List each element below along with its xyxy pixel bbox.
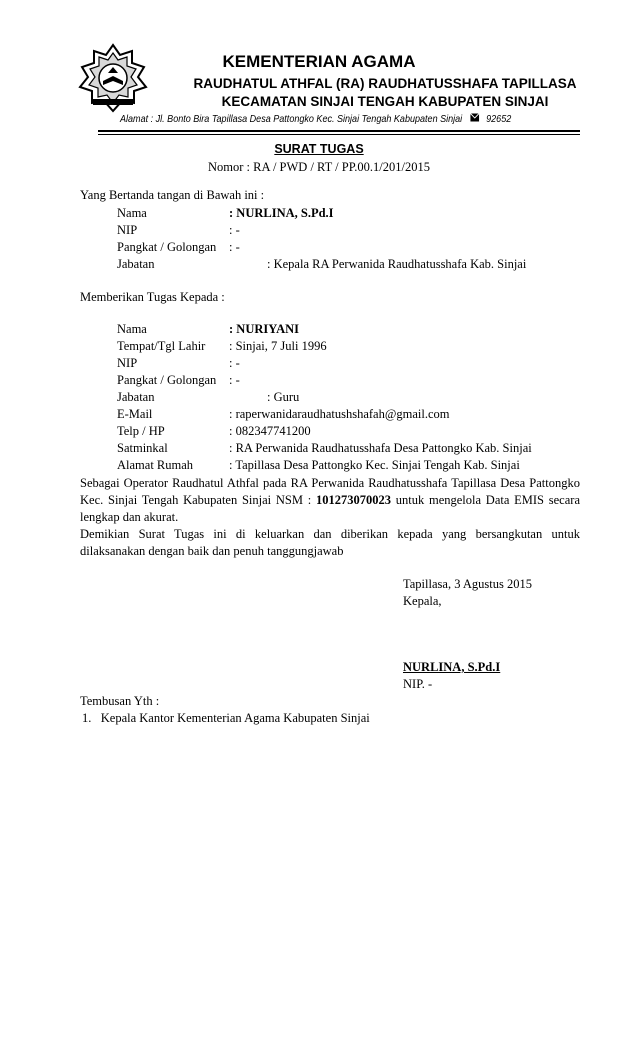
ministry-name: KEMENTERIAN AGAMA [222, 52, 416, 71]
assignment-paragraph [80, 475, 580, 526]
signer-nama-label: Nama [117, 206, 147, 220]
assignee-pangkat-value: : - [229, 373, 240, 387]
place-date: Tapillasa, 3 Agustus 2015 [403, 577, 532, 591]
assignee-nama-label: Nama [117, 322, 147, 336]
signer-nip-value: : - [229, 223, 240, 237]
assignee-ttl-label: Tempat/Tgl Lahir [117, 339, 206, 353]
letterhead-divider-thin [98, 134, 580, 135]
assignee-intro: Memberikan Tugas Kepada : [80, 290, 225, 304]
assignee-jabatan-label: Jabatan [117, 390, 155, 404]
assignee-pangkat-label: Pangkat / Golongan [117, 373, 217, 387]
district-name: KECAMATAN SINJAI TENGAH KABUPATEN SINJAI [221, 94, 549, 109]
envelope-icon [470, 113, 479, 125]
assignee-alamat-label: Alamat Rumah [117, 458, 194, 472]
assignee-nama-value: : NURIYANI [229, 322, 300, 336]
school-name: RAUDHATUL ATHFAL (RA) RAUDHATUSSHAFA TAPILLASA [193, 76, 577, 91]
assignee-telp-value: : 082347741200 [229, 424, 311, 438]
assignee-jabatan-value: : Guru [267, 390, 300, 404]
signer-jabatan-value: : Kepala RA Perwanida Raudhatusshafa Kab. Sinjai [267, 257, 527, 271]
school-address: Alamat : Jl. Bonto Bira Tapillasa Desa Pattongko Kec. Sinjai Tengah Kabupaten Sinjai [120, 113, 463, 125]
tembusan-heading: Tembusan Yth : [80, 694, 160, 708]
assignment-text-end: untuk mengelola Data EMIS secara lengkap dan akurat. [80, 493, 580, 524]
assignment-text-start: Sebagai Operator Raudhatul Athfal pada RA Perwanida Raudhatusshafa Tapillasa Desa Pattongko Kec. Sinjai Tengah Kabupaten Sinjai NSM : [80, 476, 580, 507]
assignee-email-value: : raperwanidaraudhatushshafah@gmail.com [229, 407, 450, 421]
signer-nama-value: : NURLINA, S.Pd.I [229, 206, 334, 220]
document-number: Nomor : RA / PWD / RT / PP.00.1/201/2015 [208, 160, 430, 174]
letterhead-divider-thick [98, 130, 580, 132]
assignee-telp-label: Telp / HP [117, 424, 165, 438]
signer-jabatan-label: Jabatan [117, 257, 155, 271]
signature-nip: NIP. - [403, 677, 433, 691]
signature-name: NURLINA, S.Pd.I [403, 660, 501, 674]
nsm-number: 101273070023 [315, 493, 391, 507]
postal-code: 92652 [486, 113, 512, 125]
signer-pangkat-label: Pangkat / Golongan [117, 240, 217, 254]
assignee-email-label: E-Mail [117, 407, 153, 421]
signer-nip-label: NIP [117, 223, 138, 237]
assignee-ttl-value: : Sinjai, 7 Juli 1996 [229, 339, 327, 353]
document-title: SURAT TUGAS [274, 142, 364, 156]
assignee-satminkal-value: : RA Perwanida Raudhatusshafa Desa Pattongko Kab. Sinjai [229, 441, 532, 455]
assignee-nip-label: NIP [117, 356, 138, 370]
assignee-nip-value: : - [229, 356, 240, 370]
tembusan-item: 1. Kepala Kantor Kementerian Agama Kabupaten Sinjai [82, 711, 370, 725]
signer-position: Kepala, [403, 594, 442, 608]
assignee-satminkal-label: Satminkal [117, 441, 168, 455]
school-address-line [120, 113, 511, 125]
assignee-alamat-value: : Tapillasa Desa Pattongko Kec. Sinjai Tengah Kab. Sinjai [229, 458, 520, 472]
signer-pangkat-value: : - [229, 240, 240, 254]
signer-intro: Yang Bertanda tangan di Bawah ini : [80, 188, 265, 202]
closing-paragraph: Demikian Surat Tugas ini di keluarkan dan diberikan kepada yang bersangkutan untuk dilaksanakan dengan baik dan penuh tanggungjawab [80, 527, 580, 558]
